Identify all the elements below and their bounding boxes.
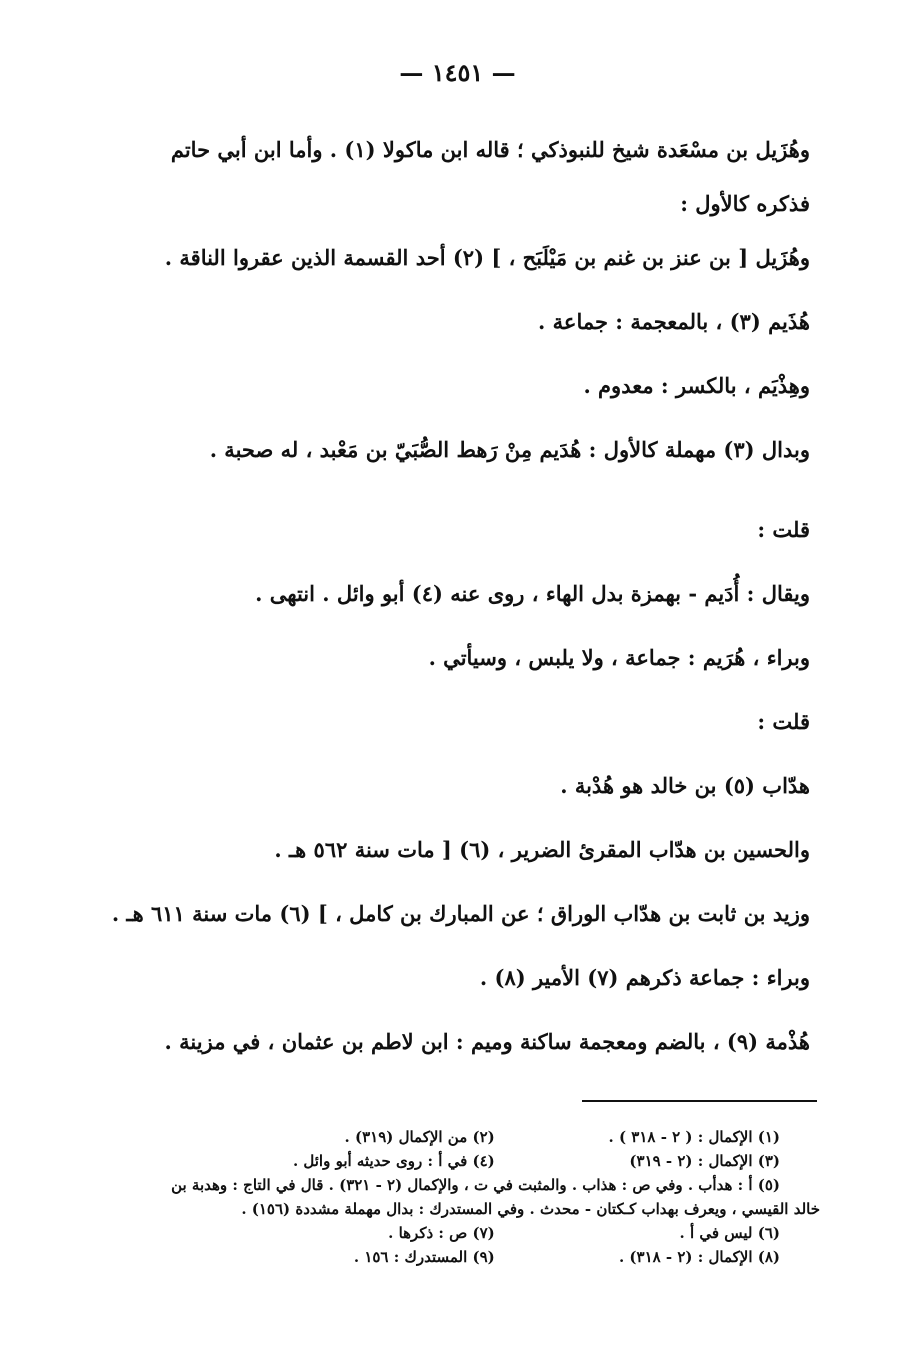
- footnote: (٨) الإكمال : (٢ - ٣١٨) .: [618, 1248, 780, 1266]
- text-line: هدّاب (٥) بن خالد هو هُدْبة .: [560, 773, 810, 798]
- footnote: (٢) من الإكمال (٣١٩) .: [344, 1128, 495, 1146]
- footnote: (٥) أ : هدأب . وفي ص : هذاب . والمثبت في ت ، والإكمال (٢ - ٣٢١) . قال في التاج : وهدبة بن: [171, 1176, 780, 1194]
- text-line: وهُزَيل بن مسْعَدة شيخ للنبوذكي ؛ قاله ابن ماكولا (١) . وأما ابن أبي حاتم: [170, 137, 810, 162]
- footnote-row: [90, 1149, 780, 1173]
- text-line: وبراء : جماعة ذكرهم (٧) الأمير (٨) .: [479, 965, 810, 990]
- text-line: وهُزَيل [ بن عنز بن غنم بن مَيْلَبَح ، ] (٢) أحد القسمة الذين عقروا الناقة .: [164, 245, 810, 270]
- text-line: فذكره كالأول :: [680, 191, 810, 216]
- footnote-row: [90, 1125, 780, 1149]
- text-line: ويقال : أُدَيم - بهمزة بدل الهاء ، روى عنه (٤) أبو وائل . انتهى .: [255, 581, 810, 606]
- footnote-row: [90, 1245, 780, 1269]
- footnote-row: [90, 1221, 780, 1245]
- footnote: (٤) في أ : روى حديثه أبو وائل .: [292, 1152, 495, 1170]
- footnotes: [90, 1125, 820, 1269]
- section-heading: قلت :: [757, 709, 810, 734]
- text-line: وبدال (٣) مهملة كالأول : هُدَيم مِنْ رَهط الصُّبَيّ بن مَعْبد ، له صحبة .: [209, 437, 810, 462]
- main-text: [80, 118, 810, 1074]
- footnote: (١) الإكمال : ( ٢ - ٣١٨ ) .: [608, 1128, 780, 1146]
- text-line: وهِذْيَم ، بالكسر : معدوم .: [583, 373, 810, 398]
- footnote: (٩) المستدرك : ١٥٦ .: [353, 1248, 495, 1266]
- footnote: (٣) الإكمال : (٢ - ٣١٩): [629, 1152, 780, 1170]
- footnote: (٦) ليس في أ .: [679, 1224, 780, 1242]
- section-heading: قلت :: [757, 517, 810, 542]
- footnote-divider: [582, 1100, 817, 1102]
- page-number: — ١٤٥١ —: [399, 58, 516, 87]
- text-line: هُذْمة (٩) ، بالضم ومعجمة ساكنة وميم : ابن لاطم بن عثمان ، في مزينة .: [164, 1029, 810, 1054]
- footnote: (٧) ص : ذكرها .: [388, 1224, 495, 1242]
- footnote-continuation: خالد القيسي ، ويعرف بهداب كـكتان - محدث . وفي المستدرك : بدال مهملة مشددة (١٥٦) .: [241, 1200, 820, 1218]
- text-line: والحسين بن هدّاب المقرئ الضرير ، (٦) [ مات سنة ٥٦٢ هـ .: [274, 837, 810, 862]
- text-line: وزيد بن ثابت بن هدّاب الوراق ؛ عن المبارك بن كامل ، ] (٦) مات سنة ٦١١ هـ .: [111, 901, 810, 926]
- text-line: هُذَيم (٣) ، بالمعجمة : جماعة .: [538, 309, 810, 334]
- text-line: وبراء ، هُرَيم : جماعة ، ولا يلبس ، وسيأتي .: [428, 645, 810, 670]
